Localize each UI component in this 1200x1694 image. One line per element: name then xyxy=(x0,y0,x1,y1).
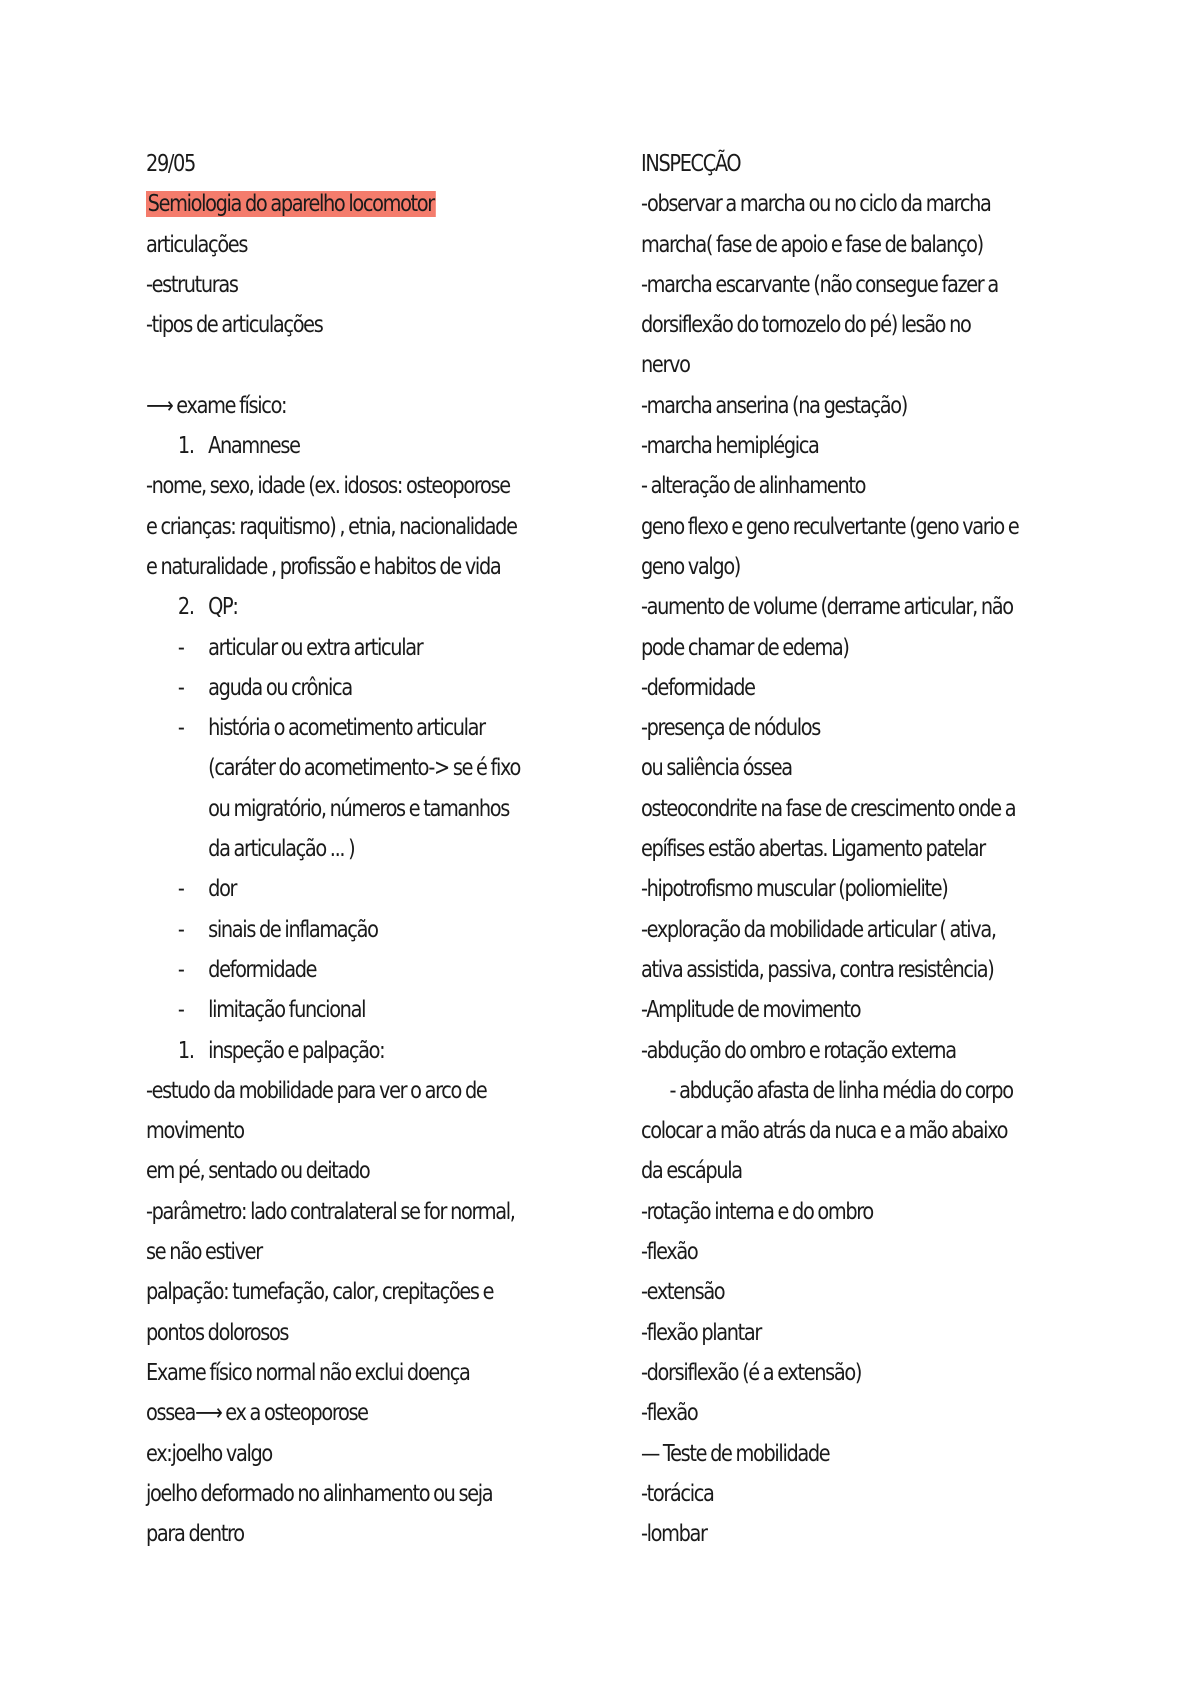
text-line: -presença de nódulos xyxy=(641,715,820,742)
text-line: da escápula xyxy=(641,1158,742,1185)
text-line: palpação: tumefação, calor, crepitações e xyxy=(146,1279,494,1306)
dash-bullet: - xyxy=(177,674,184,701)
list-number: 2. xyxy=(177,594,194,621)
text-line: joelho deformado no alinhamento ou seja xyxy=(146,1480,493,1507)
text-line: -abdução do ombro e rotação externa xyxy=(641,1037,956,1064)
list-item-text: Anamnese xyxy=(208,433,300,460)
text-line: -marcha hemiplégica xyxy=(641,433,819,460)
text-line: -dorsiflexão (é a extensão) xyxy=(641,1359,862,1386)
text-line: -marcha anserina (na gestação) xyxy=(641,392,907,419)
text-line: -rotação interna e do ombro xyxy=(641,1198,873,1225)
date: 29/05 xyxy=(146,151,195,177)
list-item-text: aguda ou crônica xyxy=(208,674,352,701)
text-line: marcha( fase de apoio e fase de balanço) xyxy=(641,231,983,258)
blank-line xyxy=(146,345,586,385)
left-column xyxy=(146,144,586,1554)
text-line: movimento xyxy=(146,1118,244,1145)
text-line: -tipos de articulações xyxy=(146,312,323,339)
text-line: -estudo da mobilidade para ver o arco de xyxy=(146,1077,487,1104)
list-item-text: articular ou extra articular xyxy=(208,634,423,661)
text-line: -flexão plantar xyxy=(641,1319,762,1346)
dash-bullet: - xyxy=(177,997,184,1024)
numbered-item xyxy=(146,426,516,466)
text-line: -aumento de volume (derrame articular, não xyxy=(641,594,1013,621)
bullet-item xyxy=(146,708,516,748)
text-line: ossea⟶ ex a osteoporose xyxy=(146,1400,368,1427)
text-line: -torácica xyxy=(641,1480,714,1507)
text-line: -extensão xyxy=(641,1279,725,1306)
right-column xyxy=(641,144,1081,1554)
dash-bullet: - xyxy=(177,956,184,983)
text-line: -flexão xyxy=(641,1239,698,1266)
text-line: -nome, sexo, idade (ex. idosos: osteoporose xyxy=(146,473,510,500)
bullet-item xyxy=(146,910,516,950)
section-heading: ⟶ exame físico: xyxy=(146,392,287,419)
indented-line: - abdução afasta de linha média do corpo xyxy=(669,1077,1013,1104)
dash-bullet: - xyxy=(177,876,184,903)
text-line: ativa assistida, passiva, contra resistência) xyxy=(641,956,994,983)
section-heading: INSPECÇÃO xyxy=(641,151,741,177)
list-item-text: sinais de inflamação xyxy=(208,916,378,943)
continuation-line: ou migratório, números e tamanhos xyxy=(208,795,509,822)
text-line: Exame físico normal não exclui doença xyxy=(146,1359,470,1386)
text-line: -deformidade xyxy=(641,674,755,701)
list-number: 1. xyxy=(177,1037,194,1064)
continuation-line: (caráter do acometimento-> se é fixo xyxy=(208,755,521,782)
text-line: pode chamar de edema) xyxy=(641,634,849,661)
text-line: -estruturas xyxy=(146,271,238,298)
continuation-line: da articulação ... ) xyxy=(208,836,355,863)
text-line: colocar a mão atrás da nuca e a mão abaixo xyxy=(641,1118,1008,1145)
bullet-item xyxy=(146,628,516,668)
text-line: -marcha escarvante (não consegue fazer a xyxy=(641,271,998,298)
list-item-text: QP: xyxy=(208,594,238,621)
text-line: ex:joelho valgo xyxy=(146,1440,272,1467)
text-line: em pé, sentado ou deitado xyxy=(146,1158,370,1185)
text-line: para dentro xyxy=(146,1521,244,1548)
bullet-item xyxy=(146,950,516,990)
dash-bullet: - xyxy=(177,916,184,943)
text-line: -exploração da mobilidade articular ( ativa, xyxy=(641,916,996,943)
text-line: dorsiflexão do tornozelo do pé) lesão no xyxy=(641,312,971,339)
text-line: osteocondrite na fase de crescimento onde a xyxy=(641,795,1016,822)
text-line: — Teste de mobilidade xyxy=(641,1440,830,1467)
text-line: ou saliência óssea xyxy=(641,755,792,782)
text-line: epífises estão abertas. Ligamento patelar xyxy=(641,836,985,863)
bullet-item xyxy=(146,990,516,1030)
document-title: Semiologia do aparelho locomotor xyxy=(147,191,434,218)
dash-bullet: - xyxy=(177,634,184,661)
text-line: -Amplitude de movimento xyxy=(641,997,861,1024)
text-line: - alteração de alinhamento xyxy=(641,473,866,500)
text-line: e naturalidade , profissão e habitos de vida xyxy=(146,553,501,580)
text-line: -hipotrofismo muscular (poliomielite) xyxy=(641,876,948,903)
dash-bullet: - xyxy=(177,715,184,742)
text-line: se não estiver xyxy=(146,1239,262,1266)
numbered-item xyxy=(146,587,516,627)
text-line: nervo xyxy=(641,352,690,379)
list-item-text: dor xyxy=(208,876,237,903)
text-line: -parâmetro: lado contralateral se for normal, xyxy=(146,1198,515,1225)
numbered-item xyxy=(146,1031,516,1071)
text-line: articulações xyxy=(146,231,248,258)
text-line: pontos dolorosos xyxy=(146,1319,289,1346)
title-line xyxy=(146,184,516,224)
text-line: -observar a marcha ou no ciclo da marcha xyxy=(641,191,991,218)
list-item-text: limitação funcional xyxy=(208,997,366,1024)
bullet-item xyxy=(146,668,516,708)
text-line: -lombar xyxy=(641,1521,707,1548)
list-item-text: inspeção e palpação: xyxy=(208,1037,385,1064)
text-line: e crianças: raquitismo) , etnia, nacionalidade xyxy=(146,513,517,540)
list-item-text: deformidade xyxy=(208,956,317,983)
bullet-item xyxy=(146,869,516,909)
text-line: geno flexo e geno reculvertante (geno vario e xyxy=(641,513,1019,540)
list-item-text: história o acometimento articular xyxy=(208,715,485,742)
text-line: -flexão xyxy=(641,1400,698,1427)
list-number: 1. xyxy=(177,433,194,460)
text-line: geno valgo) xyxy=(641,553,741,580)
